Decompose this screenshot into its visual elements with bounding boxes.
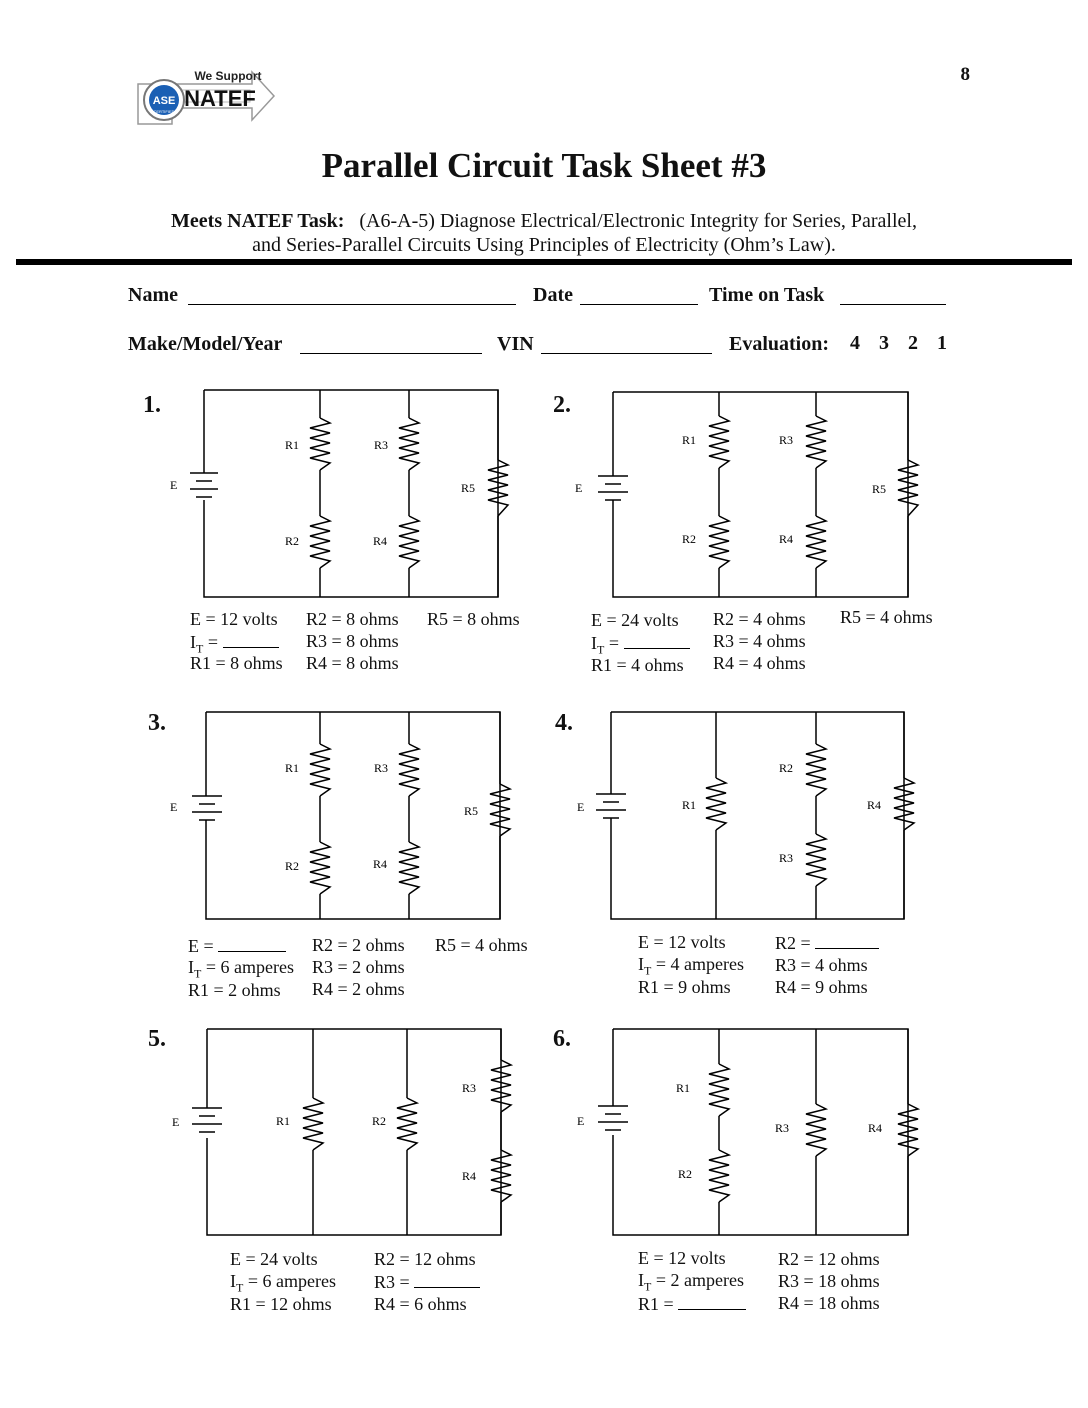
label-r3: R3 <box>775 1121 790 1135</box>
battery-icon <box>598 1106 628 1130</box>
p2-r2-value: R2 = 4 ohms <box>713 609 806 629</box>
p2-r1-value: R1 = 4 ohms <box>591 655 684 675</box>
p4-r1-value: R1 = 9 ohms <box>638 977 731 997</box>
p4-r2-value: R2 = <box>775 932 879 954</box>
p2-e-value: E = 24 volts <box>591 610 679 630</box>
p6-r2-value: R2 = 12 ohms <box>778 1249 880 1269</box>
resistor-r2-icon <box>709 1150 729 1202</box>
resistor-r3-icon <box>806 1104 826 1156</box>
label-r2: R2 <box>682 532 697 546</box>
p1-e-value: E = 12 volts <box>190 609 278 629</box>
label-r5: R5 <box>461 481 476 495</box>
evaluation-label: Evaluation: <box>729 333 830 355</box>
label-r1: R1 <box>285 761 300 775</box>
time-on-task-label: Time on Task <box>709 284 825 306</box>
p2-r5-value: R5 = 4 ohms <box>840 607 933 627</box>
p6-r1-value: R1 = <box>638 1293 746 1315</box>
label-e: E <box>575 481 583 495</box>
label-e: E <box>577 1114 585 1128</box>
p5-r2-value: R2 = 12 ohms <box>374 1249 476 1269</box>
problem-6-number: 6. <box>553 1026 571 1052</box>
label-r3: R3 <box>374 438 389 452</box>
label-r3: R3 <box>779 851 794 865</box>
label-r2: R2 <box>678 1167 693 1181</box>
p6-r3-value: R3 = 18 ohms <box>778 1271 880 1291</box>
label-r3: R3 <box>462 1081 477 1095</box>
page-title: Parallel Circuit Task Sheet #3 <box>321 146 767 185</box>
vin-label: VIN <box>497 333 534 355</box>
label-r4: R4 <box>867 798 882 812</box>
p3-r3-value: R3 = 2 ohms <box>312 957 405 977</box>
page-number: 8 <box>960 64 970 85</box>
p1-r5-value: R5 = 8 ohms <box>427 609 520 629</box>
label-r4: R4 <box>462 1169 477 1183</box>
p1-r4-value: R4 = 8 ohms <box>306 653 399 673</box>
label-r2: R2 <box>372 1114 387 1128</box>
p5-r1-value: R1 = 12 ohms <box>230 1294 332 1314</box>
p5-r4-value: R4 = 6 ohms <box>374 1294 467 1314</box>
problem-2-number: 2. <box>553 392 571 418</box>
label-r3: R3 <box>374 761 389 775</box>
task-text-2: and Series-Parallel Circuits Using Principles of Electricity (Ohm’s Law). <box>252 234 836 256</box>
p1-r1-value: R1 = 8 ohms <box>190 653 283 673</box>
label-r4: R4 <box>868 1121 883 1135</box>
p5-it-value: $I_T = 6$ amperes <box>230 1271 336 1295</box>
p3-r4-value: R4 = 2 ohms <box>312 979 405 999</box>
p4-it-value: $I_T = 4$ amperes <box>638 954 744 978</box>
logo-badge-text: ASE <box>152 95 176 107</box>
name-label: Name <box>128 284 178 306</box>
label-r1: R1 <box>285 438 300 452</box>
p3-e-value: E = <box>188 935 286 957</box>
logo-support-text: We Support <box>194 69 262 83</box>
label-r2: R2 <box>285 534 300 548</box>
p2-r4-value: R4 = 4 ohms <box>713 653 806 673</box>
p1-it-value: $I_T$ = <box>190 631 279 657</box>
problem-5-number: 5. <box>148 1026 166 1052</box>
label-r3: R3 <box>779 433 794 447</box>
problem-4-number: 4. <box>555 710 573 736</box>
p3-r1-value: R1 = 2 ohms <box>188 980 281 1000</box>
evaluation-scores[interactable]: 4 3 2 1 <box>850 332 947 354</box>
p6-r1-blank[interactable] <box>678 1293 746 1310</box>
p3-r2-value: R2 = 2 ohms <box>312 935 405 955</box>
problem-3-number: 3. <box>148 710 166 736</box>
p5-r3-value: R3 = <box>374 1271 480 1293</box>
label-r1: R1 <box>276 1114 291 1128</box>
p2-r3-value: R3 = 4 ohms <box>713 631 806 651</box>
logo-badge-subtext: CERTIFIED <box>153 109 175 114</box>
date-label: Date <box>533 284 573 306</box>
label-r2: R2 <box>285 859 300 873</box>
label-r1: R1 <box>676 1081 691 1095</box>
p6-it-value: $I_T = 2$ amperes <box>638 1270 744 1294</box>
label-r5: R5 <box>872 482 887 496</box>
logo-brand-text: NATEF <box>184 86 256 111</box>
label-r4: R4 <box>373 534 388 548</box>
p4-r4-value: R4 = 9 ohms <box>775 977 868 997</box>
p2-it-value: $I_T$ = <box>591 632 690 658</box>
label-e: E <box>172 1115 180 1129</box>
label-r1: R1 <box>682 433 697 447</box>
label-r2: R2 <box>779 761 794 775</box>
label-r4: R4 <box>779 532 794 546</box>
make-model-year-label: Make/Model/Year <box>128 333 283 355</box>
p3-r5-value: R5 = 4 ohms <box>435 935 528 955</box>
label-e: E <box>170 800 178 814</box>
p3-it-value: $I_T = 6$ amperes <box>188 957 294 981</box>
label-e: E <box>577 800 585 814</box>
p4-r3-value: R3 = 4 ohms <box>775 955 868 975</box>
label-r4: R4 <box>373 857 388 871</box>
p1-r2-value: R2 = 8 ohms <box>306 609 399 629</box>
task-text-1: (A6-A-5) Diagnose Electrical/Electronic Integrity for Series, Parallel, <box>359 210 917 232</box>
p6-e-value: E = 12 volts <box>638 1248 726 1268</box>
label-r1: R1 <box>682 798 697 812</box>
label-r5: R5 <box>464 804 479 818</box>
p6-r4-value: R4 = 18 ohms <box>778 1293 880 1313</box>
problem-1-number: 1. <box>143 392 161 418</box>
p5-e-value: E = 24 volts <box>230 1249 318 1269</box>
task-label: Meets NATEF Task: <box>171 210 345 232</box>
p4-e-value: E = 12 volts <box>638 932 726 952</box>
resistor-r1-icon <box>709 1064 729 1116</box>
label-e: E <box>170 478 178 492</box>
p1-r3-value: R3 = 8 ohms <box>306 631 399 651</box>
